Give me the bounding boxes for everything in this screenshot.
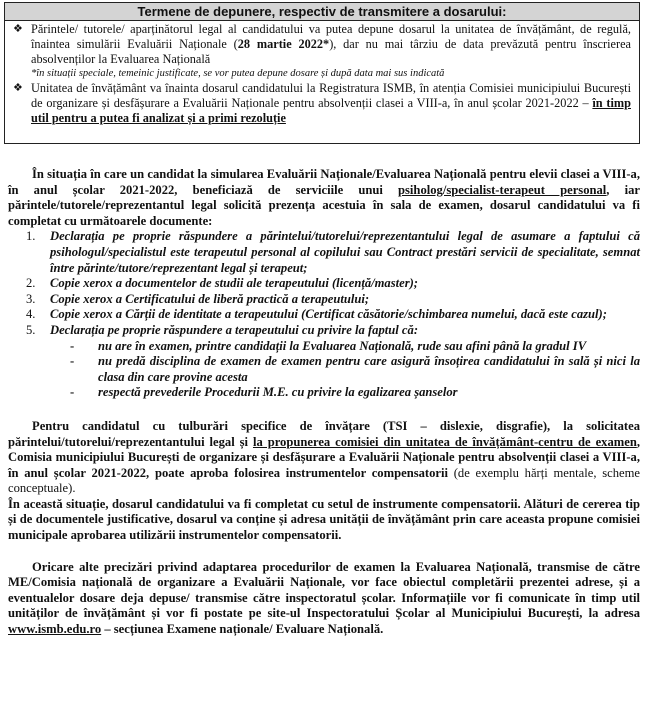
list-item-number: 3. — [26, 291, 36, 306]
therapist-emphasis: psiholog/specialist-terapeut personal — [398, 182, 607, 197]
list-item-number: 2. — [26, 276, 36, 291]
list-item — [8, 354, 640, 385]
deadlines-body — [5, 21, 639, 126]
tsi-paragraph — [8, 419, 640, 497]
paragraph-text: – secțiunea Examene naționale/ Evaluare Națională. — [101, 622, 384, 637]
therapist-paragraph — [8, 167, 640, 229]
commission-emphasis: la propunerea comisiei din unitatea de învățământ-centru de examen — [252, 434, 637, 449]
additional-info-paragraph — [8, 560, 640, 638]
dash-bullet-icon: - — [70, 338, 75, 353]
paragraph-text: Oricare alte precizări privind adaptarea procedurilor de examen la Evaluarea Națională, transmise de către ME/Comisia națională de organizare a Evaluării Naționale, vor face obiectul completării prezentei adrese, și a eventualelor dosare deja depuse/ transmise către inspectoratul școlar. Informațiile vor fi comunicate în timp util unităților de învățământ și vor fi postate pe site-ul Inspectoratului Școlar al Municipiului București, la adresa — [8, 559, 640, 621]
document-body — [8, 150, 640, 638]
deadlines-title: Termene de depunere, respectiv de transmitere a dosarului: — [5, 3, 639, 21]
diamond-bullet-icon: ❖ — [13, 23, 23, 35]
deadline-emphasis: în timp util pentru a putea fi analizat și a primi rezoluție — [31, 96, 631, 125]
deadline-item — [13, 22, 631, 81]
list-item-number: 1. — [26, 229, 36, 244]
list-item-text: nu predă disciplina de examen de examen pentru care asigură însoțirea candidatului în sală și nici la clasa din care provine acesta — [98, 354, 640, 384]
required-documents-list — [8, 229, 640, 338]
list-item-text: Declarația pe proprie răspundere a terapeutului cu privire la faptul că: — [50, 322, 419, 337]
deadlines-box — [4, 2, 640, 144]
therapist-declaration-list — [8, 339, 640, 401]
paragraph-text: , Comisia municipiului București de organizare și desfășurare a Evaluării Naționale pentru absolvenții clasei a VIII-a, în anul școlar 2021-2022, poate aproba folosirea instrumentelor compensatorii — [8, 434, 640, 480]
list-item-text: Copie xerox a Cărții de identitate a terapeutului (Certificat căsătorie/schimbarea numelui, dacă este cazul); — [50, 307, 607, 322]
list-item — [8, 229, 640, 276]
list-item — [8, 385, 640, 401]
deadline-item-text: ), dar nu mai târziu de data prevăzută pentru înscrierea absolvenților la Evaluarea Națională — [31, 37, 631, 66]
deadline-note: *în situații speciale, temeinic justificate, se vor putea depune dosare și după data mai sus indicată — [31, 68, 445, 79]
paragraph-text: În situația în care un candidat la simularea Evaluării Naționale/Evaluarea Națională pentru elevii clasei a VIII-a, în anul școlar 2021-2022, beneficiază de serviciile unui — [8, 167, 640, 197]
list-item-number: 4. — [26, 307, 36, 322]
list-item-text: respectă prevederile Procedurii M.E. cu privire la egalizarea șanselor — [98, 385, 458, 400]
list-item-number: 5. — [26, 322, 36, 337]
list-item — [8, 323, 640, 339]
list-item-text: Declarația pe proprie răspundere a părintelui/tutorelui/reprezentantului legal de asumare a faptului că psihologul/specialistul este terapeutul personal al copilului sau Contract prestări servicii de specialitate, semnat între părinte/tutore/reprezentant legal și terapeut; — [50, 229, 640, 275]
ismb-website-link[interactable]: www.ismb.edu.ro — [8, 622, 102, 637]
list-item — [8, 292, 640, 308]
deadline-item-text: Părintele/ tutorele/ aparținătorul legal al candidatului va putea depune dosarul la unitatea de învățământ, de regulă, înaintea simulării Evaluării Naționale ( — [31, 22, 631, 51]
diamond-bullet-icon: ❖ — [13, 82, 23, 94]
list-item — [8, 307, 640, 323]
paragraph-text: Pentru candidatul cu tulburări specifice de învățare (TSI – dislexie, disgrafie), la solicitatea părintelui/tutorelui/reprezentantului legal și — [8, 418, 640, 449]
deadline-date: 28 martie 2022* — [237, 37, 330, 51]
list-item-text: Copie xerox a Certificatului de liberă practică a terapeutului; — [50, 291, 370, 306]
list-item — [8, 276, 640, 292]
dash-bullet-icon: - — [70, 385, 75, 400]
deadline-item-text: Unitatea de învățământ va înainta dosarul candidatului la Registratura ISMB, în atenția Comisiei municipiului București de organizare și desfășurare a Evaluării Naționale pentru absolvenții clasei a VIII-a, în anul școlar 2021-2022 – — [31, 81, 631, 110]
deadline-item — [13, 81, 631, 126]
list-item-text: nu are în examen, printre candidații la Evaluarea Națională, rude sau afini până la gradul IV — [98, 338, 587, 353]
paragraph-text: (de exemplu hărți mentale, scheme conceptuale). — [8, 465, 641, 496]
paragraph-text: , iar părintele/tutorele/reprezentantul legal solicită prezența acestuia în sala de examen, dosarul candidatului va fi completat cu următoarele documente: — [8, 182, 640, 228]
dash-bullet-icon: - — [70, 354, 75, 369]
compensatory-paragraph: În această situație, dosarul candidatului va fi completat cu setul de instrumente compensatorii. Alături de cererea tip și de documentele justificative, dosarul va conține și adresa unității de învățământ prin care aceasta propune comisiei municipale aprobarea utilizării instrumentelor compensatorii. — [8, 496, 640, 543]
list-item — [8, 339, 640, 355]
list-item-text: Copie xerox a documentelor de studii ale terapeutului (licență/master); — [50, 276, 419, 291]
